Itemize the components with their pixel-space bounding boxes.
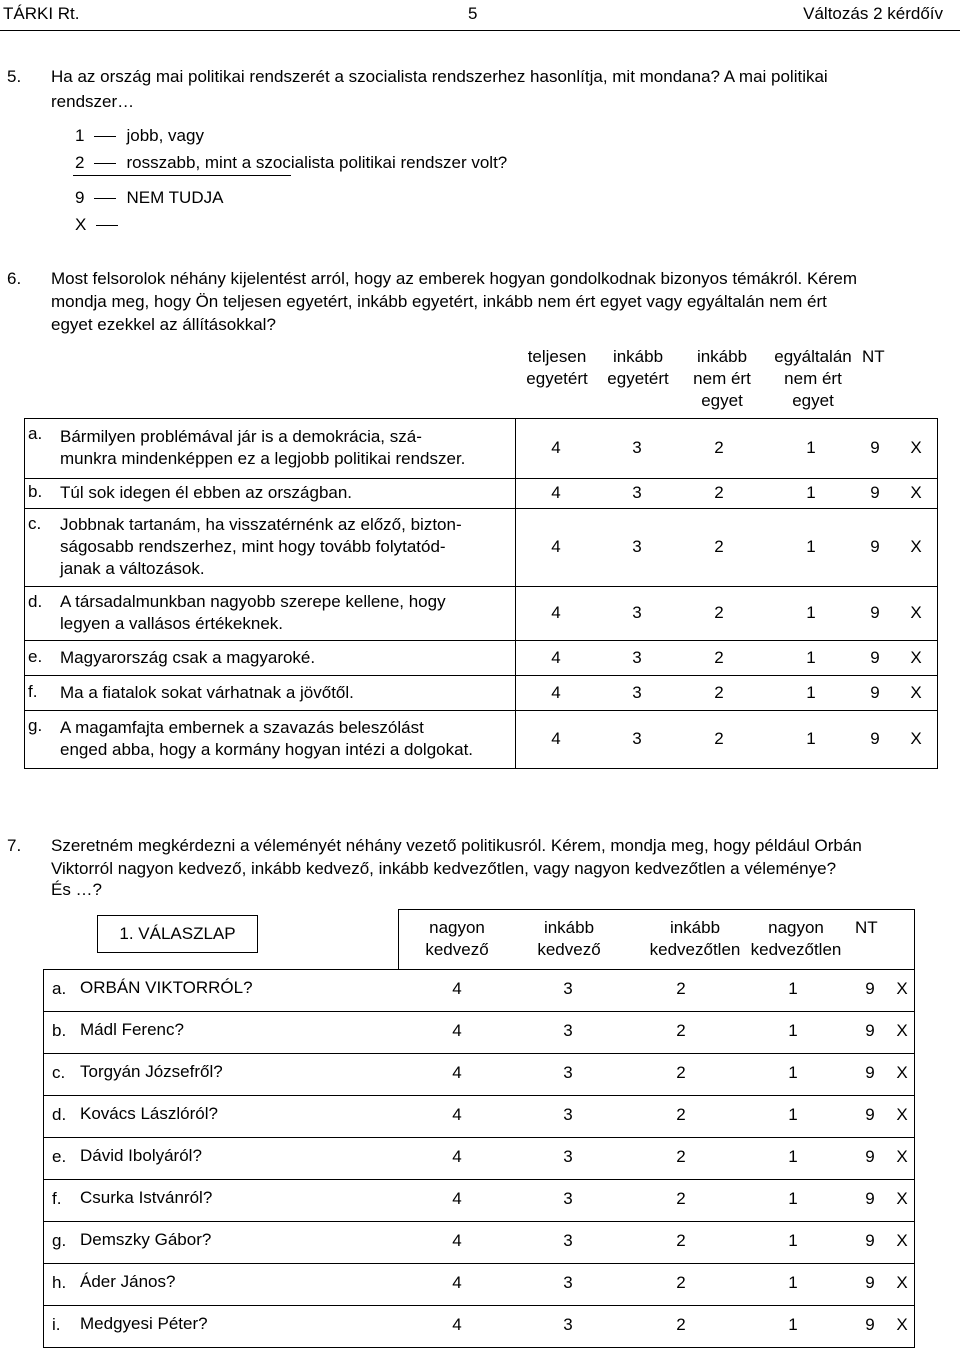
q6-answer-code[interactable]: 1: [806, 729, 816, 748]
q6-answer-code[interactable]: 3: [632, 682, 642, 702]
q7-answer-code[interactable]: 1: [788, 1315, 798, 1334]
q7-answer-code[interactable]: 2: [676, 1315, 686, 1334]
q7-col-header-line: kedvező: [425, 940, 489, 959]
q6-answer-code[interactable]: 3: [632, 483, 642, 502]
q7-row-letter: f.: [52, 1189, 62, 1208]
q7-answer-code[interactable]: X: [896, 1105, 908, 1124]
q7-answer-code[interactable]: 3: [563, 1273, 573, 1292]
q7-answer-code[interactable]: X: [896, 1273, 908, 1292]
q7-answer-code[interactable]: 9: [865, 1063, 875, 1082]
q6-answer-code[interactable]: 4: [551, 729, 561, 748]
q6-row-letter: a.: [28, 424, 43, 443]
q6-row-statement-line: legyen a vallásos értékeknek.: [60, 614, 284, 633]
dash: [94, 163, 116, 164]
q6-answer-code[interactable]: 3: [632, 438, 642, 457]
q7-number: 7.: [7, 836, 22, 855]
q7-row-letter: d.: [52, 1105, 67, 1124]
q5-option-9: [75, 188, 223, 208]
q7-answer-code[interactable]: 4: [452, 1315, 462, 1334]
q7-answer-code[interactable]: 1: [788, 979, 798, 998]
q6-row-letter: b.: [28, 482, 43, 501]
q7-answer-code[interactable]: 2: [676, 1063, 686, 1082]
q6-row-letter: g.: [28, 716, 43, 735]
q6-row-letter: d.: [28, 592, 43, 611]
q6-answer-code[interactable]: 2: [714, 682, 724, 702]
q7-answer-code[interactable]: 9: [865, 1147, 875, 1166]
q7-answer-code[interactable]: 1: [788, 1189, 798, 1208]
q6-answer-code[interactable]: 2: [714, 483, 724, 502]
q7-answer-code[interactable]: 2: [676, 1147, 686, 1166]
q6-text-line2: mondja meg, hogy Ön teljesen egyetért, inkább egyetért, inkább nem ért egyet vagy egyáltalán nem ért: [51, 292, 827, 311]
q7-text-line1: Szeretném megkérdezni a véleményét néhány vezető politikusról. Kérem, mondja meg, hogy például Orbán: [51, 836, 862, 855]
q6-row-statement-line: Ma a fiatalok sokat várhatnak a jövőtől.: [60, 682, 354, 702]
q6-answer-code[interactable]: 2: [714, 537, 724, 556]
q7-answer-code[interactable]: 9: [865, 979, 875, 998]
dash: [94, 136, 116, 137]
q6-answer-code[interactable]: 9: [870, 603, 880, 622]
q6-text-line1: Most felsorolok néhány kijelentést arról, hogy az emberek hogyan gondolkodnak bizonyos témákról. Kérem: [51, 269, 858, 288]
q7-answer-code[interactable]: 2: [676, 1021, 686, 1040]
q7-answer-code[interactable]: 2: [676, 1231, 686, 1250]
q6-answer-code[interactable]: 4: [551, 647, 561, 667]
q6-answer-code[interactable]: 1: [806, 603, 816, 622]
q7-row-politician: Áder János?: [80, 1272, 176, 1291]
q7-col-header-line: kedvezőtlen: [649, 940, 741, 959]
q6-col-header-line: inkább: [696, 347, 748, 366]
q7-row-politician: ORBÁN VIKTORRÓL?: [80, 978, 253, 997]
q6-col-header-line: inkább: [612, 347, 664, 366]
q6-row-statement-line: enged abba, hogy a kormány hogyan intézi a dolgokat.: [60, 740, 474, 759]
q7-answer-code[interactable]: 2: [676, 1273, 686, 1292]
q7-answer-code[interactable]: 4: [452, 979, 462, 998]
q7-answer-code[interactable]: 3: [563, 979, 573, 998]
q7-col-header-line: inkább: [669, 918, 721, 937]
q7-answer-code[interactable]: 4: [452, 1063, 462, 1082]
q7-answer-code[interactable]: 2: [676, 1105, 686, 1124]
q6-row-letter: e.: [28, 646, 43, 666]
q7-answer-code[interactable]: 1: [788, 1231, 798, 1250]
q7-answer-code[interactable]: 1: [788, 1147, 798, 1166]
q5-option-x: [75, 215, 128, 235]
q7-answer-code[interactable]: 3: [563, 1189, 573, 1208]
q6-answer-code[interactable]: 1: [806, 647, 816, 667]
q5-option-code: 2: [75, 153, 85, 172]
q7-text-line3: És …?: [51, 880, 103, 899]
q6-col-header-line: egyetért: [526, 369, 588, 388]
q6-row-statement-line: munkra mindenképpen ez a legjobb politikai rendszer.: [60, 449, 466, 468]
q7-header-box: [398, 909, 915, 969]
q6-col-header: [516, 346, 598, 390]
q7-answer-code[interactable]: 2: [676, 1189, 686, 1208]
q6-col-header-line: egyáltalán: [774, 347, 852, 366]
q7-row-politician: Torgyán Józsefről?: [80, 1062, 223, 1081]
q5-number: 5.: [7, 67, 22, 86]
q7-answer-code[interactable]: X: [896, 1315, 908, 1334]
q6-answer-code[interactable]: 3: [632, 603, 642, 622]
q7-row-letter: b.: [52, 1021, 67, 1040]
q6-row-letter: c.: [28, 514, 42, 533]
q6-col-header-line: NT: [862, 347, 885, 366]
q6-answer-code[interactable]: 4: [551, 438, 561, 457]
q6-answer-code[interactable]: 1: [806, 682, 816, 702]
q6-answer-code[interactable]: 9: [870, 537, 880, 556]
q6-answer-code[interactable]: 9: [870, 647, 880, 667]
q6-answer-code[interactable]: 3: [632, 537, 642, 556]
q6-answer-code[interactable]: X: [910, 603, 922, 622]
q7-answer-code[interactable]: 4: [452, 1105, 462, 1124]
q5-option-1: [75, 126, 204, 146]
header-org: TÁRKI Rt.: [3, 4, 80, 23]
q6-answer-code[interactable]: 4: [551, 537, 561, 556]
q7-answer-code[interactable]: 4: [452, 1231, 462, 1250]
q6-col-header: [862, 346, 902, 368]
q6-number: 6.: [7, 269, 22, 288]
q6-col-header-line: egyet: [792, 391, 834, 410]
q6-col-header: [766, 346, 860, 412]
q7-answer-code[interactable]: X: [896, 1021, 908, 1040]
q7-answer-code[interactable]: 1: [788, 1021, 798, 1040]
q7-answer-code[interactable]: 9: [865, 1021, 875, 1040]
q7-answer-code[interactable]: 9: [865, 1105, 875, 1124]
q6-row-statement-line: ságosabb rendszerhez, mint hogy tovább folytatód-: [60, 537, 446, 556]
q7-col-header-line: kedvezőtlen: [750, 940, 842, 959]
q6-col-header-line: nem ért: [784, 369, 842, 388]
q6-row-statement-line: Jobbnak tartanám, ha visszatérnénk az előző, bizton-: [60, 515, 462, 534]
q7-row-politician: Medgyesi Péter?: [80, 1314, 208, 1333]
q7-answer-code[interactable]: X: [896, 1063, 908, 1082]
q7-col-header-line: nagyon: [768, 918, 824, 937]
q5-option-code: X: [75, 215, 87, 234]
q7-row-politician: Csurka Istvánról?: [80, 1188, 213, 1207]
q7-row-letter: g.: [52, 1231, 67, 1250]
q6-answer-code[interactable]: 3: [632, 729, 642, 748]
q7-answer-code[interactable]: 3: [563, 1231, 573, 1250]
q6-col-header-line: egyet: [701, 391, 743, 410]
q6-answer-code[interactable]: 2: [714, 729, 724, 748]
q7-answer-code[interactable]: 4: [452, 1147, 462, 1166]
q6-answer-code[interactable]: 4: [551, 603, 561, 622]
q5-option-underline: [73, 175, 291, 176]
q7-answer-code[interactable]: 3: [563, 1147, 573, 1166]
q5-option-label: NEM TUDJA: [126, 188, 224, 207]
q7-col-header-line: inkább: [543, 918, 595, 937]
q7-col-header-line: NT: [855, 918, 878, 937]
q7-answer-code[interactable]: 3: [563, 1105, 573, 1124]
q5-option-2: [75, 153, 507, 173]
q6-answer-code[interactable]: X: [910, 682, 922, 702]
q7-answer-code[interactable]: 3: [563, 1315, 573, 1334]
q5-text-line1: Ha az ország mai politikai rendszerét a szocialista rendszerhez hasonlítja, mit mondana? A mai politikai: [51, 67, 828, 86]
q6-answer-code[interactable]: 9: [870, 438, 880, 457]
q6-row-statement-line: A magamfajta embernek a szavazás beleszólást: [60, 718, 424, 737]
q6-col-header-line: teljesen: [527, 347, 587, 366]
q7-row-letter: i.: [52, 1315, 61, 1334]
q7-row-politician: Mádl Ferenc?: [80, 1020, 184, 1039]
q6-col-header-line: nem ért: [693, 369, 751, 388]
q7-row-politician: Demszky Gábor?: [80, 1230, 212, 1249]
page-number: 5: [468, 4, 478, 23]
q5-option-label: jobb, vagy: [126, 126, 204, 145]
q6-answer-code[interactable]: 9: [870, 729, 880, 748]
q6-text-line3: egyet ezekkel az állításokkal?: [51, 315, 276, 334]
q7-answer-code[interactable]: 1: [788, 1105, 798, 1124]
q5-option-label: rosszabb, mint a szocialista politikai rendszer volt?: [126, 153, 508, 172]
header-doc-title: Változás 2 kérdőív: [803, 4, 943, 23]
q5-text-line2: rendszer…: [51, 92, 135, 111]
q6-col-header: [598, 346, 678, 390]
q6-answer-code[interactable]: 2: [714, 647, 724, 667]
q6-answer-code[interactable]: 2: [714, 603, 724, 622]
q7-answer-code[interactable]: 3: [563, 1021, 573, 1040]
q6-row-statement-line: Magyarország csak a magyaroké.: [60, 647, 316, 667]
q6-col-header: [678, 346, 766, 412]
q6-answer-code[interactable]: 3: [632, 647, 642, 667]
q6-answer-code[interactable]: 1: [806, 438, 816, 457]
q7-answer-code[interactable]: X: [896, 1189, 908, 1208]
q7-answer-code[interactable]: 9: [865, 1273, 875, 1292]
q7-answer-code[interactable]: 4: [452, 1273, 462, 1292]
q6-row-statement-line: janak a változások.: [60, 559, 205, 578]
q6-answer-code[interactable]: 4: [551, 483, 561, 502]
q7-answer-code[interactable]: 1: [788, 1063, 798, 1082]
q7-answer-code[interactable]: X: [896, 979, 908, 998]
q7-answer-code[interactable]: 9: [865, 1315, 875, 1334]
q6-row-statement-line: A társadalmunkban nagyobb szerepe kellene, hogy: [60, 592, 446, 611]
q6-row-statement-line: Túl sok idegen él ebben az országban.: [60, 483, 353, 502]
q7-answer-code[interactable]: 1: [788, 1273, 798, 1292]
q5-option-code: 1: [75, 126, 85, 145]
q6-answer-code[interactable]: 1: [806, 537, 816, 556]
q6-answer-code[interactable]: X: [910, 483, 922, 502]
q7-row-letter: c.: [52, 1063, 66, 1082]
q7-answer-code[interactable]: 2: [676, 979, 686, 998]
q6-row-letter: f.: [28, 681, 38, 701]
q7-answer-code[interactable]: X: [896, 1231, 908, 1250]
q6-answer-code[interactable]: X: [910, 647, 922, 667]
q7-col-header-line: kedvező: [537, 940, 601, 959]
dash: [96, 225, 118, 226]
dash: [94, 198, 116, 199]
q7-answer-code[interactable]: X: [896, 1147, 908, 1166]
q6-answer-code[interactable]: 4: [551, 682, 561, 702]
q7-answer-code[interactable]: 4: [452, 1021, 462, 1040]
q7-row-letter: h.: [52, 1273, 67, 1292]
q7-row-politician: Dávid Ibolyáról?: [80, 1146, 202, 1165]
q6-row-statement-line: Bármilyen problémával jár is a demokrácia, szá-: [60, 427, 422, 446]
q7-answer-code[interactable]: 4: [452, 1189, 462, 1208]
q6-answer-code[interactable]: 2: [714, 438, 724, 457]
answer-card-label: 1. VÁLASZLAP: [97, 915, 258, 953]
q6-answer-code[interactable]: X: [910, 438, 922, 457]
q6-answer-code[interactable]: 9: [870, 483, 880, 502]
q6-answer-code[interactable]: X: [910, 537, 922, 556]
q7-answer-code[interactable]: 3: [563, 1063, 573, 1082]
q5-option-code: 9: [75, 188, 85, 207]
q7-answer-code[interactable]: 9: [865, 1189, 875, 1208]
q6-answer-code[interactable]: X: [910, 729, 922, 748]
q7-row-politician: Kovács Lászlóról?: [80, 1104, 218, 1123]
q6-col-header-line: egyetért: [607, 369, 669, 388]
q7-text-line2: Viktorról nagyon kedvező, inkább kedvező, inkább kedvezőtlen, vagy nagyon kedvezőtlen a véleménye?: [51, 859, 837, 878]
q7-row-letter: e.: [52, 1147, 67, 1166]
q6-answer-code[interactable]: 1: [806, 483, 816, 502]
header-divider: [0, 30, 960, 31]
q7-col-header-line: nagyon: [429, 918, 485, 937]
q7-row-letter: a.: [52, 979, 67, 998]
q6-answer-code[interactable]: 9: [870, 682, 880, 702]
q7-answer-code[interactable]: 9: [865, 1231, 875, 1250]
